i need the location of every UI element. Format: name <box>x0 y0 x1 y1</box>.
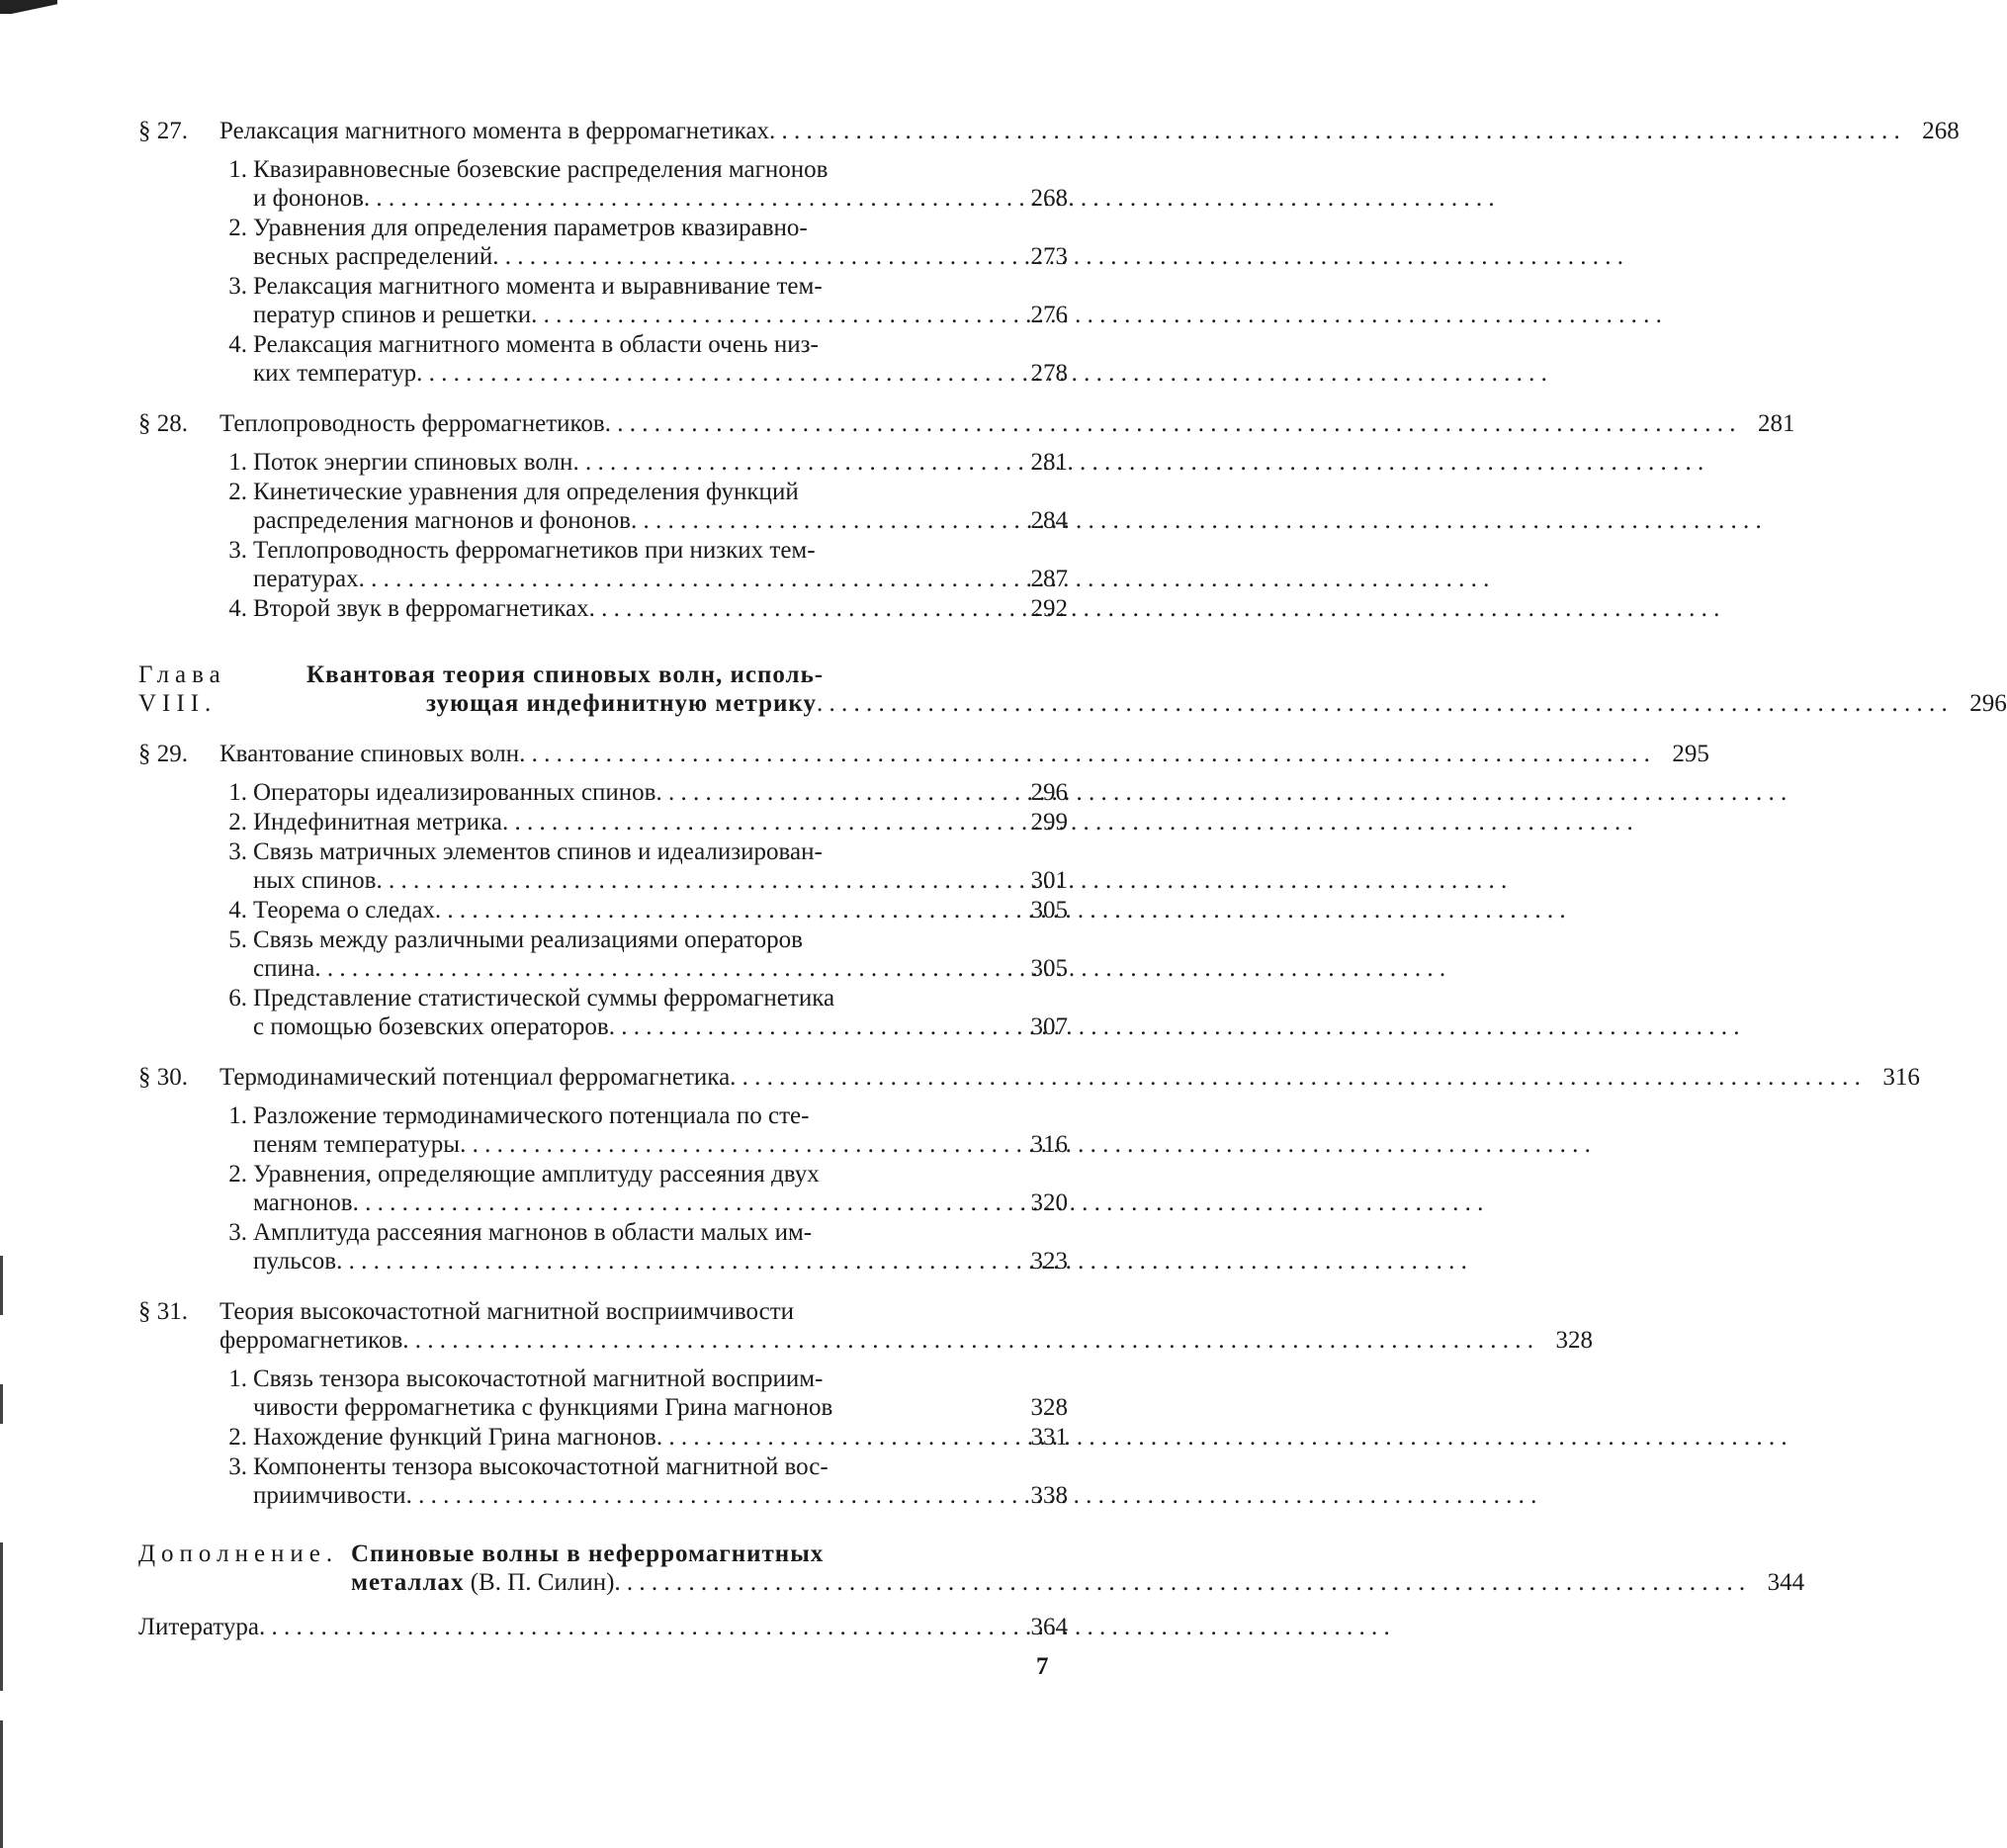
toc-literature <box>138 1613 1068 1641</box>
chapter-label: Глава VIII. <box>138 661 226 717</box>
toc-subsection: 6. Представление статистической суммы ферромагнетика с помощью бозевских операторов . . . 307 <box>219 984 1068 1041</box>
literature-label: Литература <box>138 1614 259 1640</box>
dot-leader <box>531 301 1008 329</box>
toc-subsection: 2. Уравнения для определения параметров квазиравно- весных распределений . . . 273 <box>219 214 1068 271</box>
dot-leader <box>376 866 1008 895</box>
section-number: § 27. <box>138 118 188 144</box>
toc-subsection: 2. Индефинитная метрика . . . 299 <box>219 808 1068 836</box>
page-number: 7 <box>1036 1653 1049 1680</box>
toc-subsection: 1. Разложение термодинамического потенциала по сте- пеням температуры . . . 316 <box>219 1101 1068 1159</box>
dot-leader <box>416 359 1008 388</box>
page-ref: 287 <box>1030 566 1068 592</box>
toc-subsection: 4. Теорема о следах . . . 305 <box>219 896 1068 924</box>
page-ref: 364 <box>1030 1614 1068 1640</box>
dot-leader <box>519 740 1650 768</box>
page-ref: 276 <box>1030 302 1068 328</box>
dot-leader <box>730 1063 1861 1092</box>
dot-leader <box>492 242 1008 271</box>
page-ref: 296 <box>1030 779 1068 806</box>
addendum-title: Спиновые волны в неферромагнитных <box>351 1540 825 1567</box>
dot-leader <box>817 689 1948 718</box>
toc-subsection: 3. Амплитуда рассеяния магнонов в области малых им- пульсов . . . 323 <box>219 1218 1068 1276</box>
dot-leader <box>402 1326 1533 1355</box>
section-number: § 28. <box>138 410 188 437</box>
page-ref: 295 <box>1672 741 1709 767</box>
dot-leader <box>259 1613 1008 1641</box>
scan-artifact-mark <box>0 0 57 14</box>
page-ref: 320 <box>1030 1189 1068 1216</box>
toc-subsection: 4. Второй звук в ферромагнетиках . . . 292 <box>219 594 1068 623</box>
toc-subsection: 1. Поток энергии спиновых волн . . . 281 <box>219 448 1068 477</box>
page-ref: 301 <box>1030 867 1068 894</box>
page-ref: 323 <box>1030 1248 1068 1275</box>
page-ref: 296 <box>1969 690 2007 717</box>
page-ref: 338 <box>1030 1482 1068 1509</box>
dot-leader <box>359 565 1008 593</box>
toc-subsection: 5. Связь между различными реализациями операторов спина . . . 305 <box>219 925 1068 983</box>
dot-leader <box>656 1423 1008 1452</box>
dot-leader <box>353 1188 1008 1217</box>
toc-subsection: 1. Связь тензора высокочастотной магнитной восприим- чивости ферромагнетика с функциями Грина магнонов 328 <box>228 1365 1068 1421</box>
dot-leader <box>589 594 1008 623</box>
toc-section-29 <box>138 740 1709 1041</box>
scan-edge-artifact <box>0 1384 3 1424</box>
page-ref: 273 <box>1030 243 1068 270</box>
dot-leader <box>572 448 1008 477</box>
page-ref: 305 <box>1030 897 1068 924</box>
dot-leader <box>314 954 1008 983</box>
dot-leader <box>769 117 1900 145</box>
dot-leader <box>460 1130 1008 1159</box>
toc-section-31 <box>138 1297 1594 1510</box>
page-ref: 307 <box>1030 1013 1068 1040</box>
section-title-cont: ферромагнетиков <box>219 1327 403 1354</box>
addendum-label: Дополнение. <box>138 1540 339 1567</box>
toc-subsection: 3. Релаксация магнитного момента и выравнивание тем- ператур спинов и решетки . . . 276 <box>219 272 1068 329</box>
toc-subsection: 3. Связь матричных элементов спинов и идеализирован- ных спинов . . . 301 <box>219 837 1068 895</box>
page-ref: 316 <box>1882 1064 1920 1091</box>
page-ref: 299 <box>1030 809 1068 836</box>
dot-leader <box>631 506 1008 535</box>
toc-subsection: 1. Квазиравновесные бозевские распределения магнонов и фононов . . . 268 <box>219 155 1068 213</box>
dot-leader <box>435 896 1008 924</box>
toc-subsection: 2. Кинетические уравнения для определения функций распределения магнонов и фононов . . . 284 <box>219 478 1068 535</box>
page-ref: 316 <box>1030 1131 1068 1158</box>
section-number: § 29. <box>138 741 188 767</box>
page-ref: 305 <box>1030 955 1068 982</box>
page-ref: 292 <box>1030 595 1068 622</box>
table-of-contents <box>138 117 2007 1641</box>
scan-edge-artifact <box>0 1542 3 1691</box>
addendum-author: (В. П. Силин) <box>470 1569 615 1596</box>
dot-leader <box>655 778 1008 807</box>
toc-subsection: 1. Операторы идеализированных спинов . . . 296 <box>219 778 1068 807</box>
page-ref: 281 <box>1757 410 1795 437</box>
toc-chapter-8 <box>138 660 2007 718</box>
dot-leader <box>614 1568 1745 1597</box>
scan-edge-artifact <box>0 1256 3 1315</box>
page-ref: 268 <box>1030 185 1068 212</box>
section-title: Термодинамический потенциал ферромагнетика <box>219 1064 731 1091</box>
toc-section-28 <box>138 409 1795 623</box>
section-title: Релаксация магнитного момента в ферромагнетиках <box>219 118 769 144</box>
page-ref: 344 <box>1767 1569 1805 1596</box>
section-title: Теплопроводность ферромагнетиков <box>219 410 605 437</box>
toc-addendum <box>138 1540 1805 1597</box>
chapter-title-cont: зующая индефинитную метрику <box>426 690 817 717</box>
toc-subsection: 4. Релаксация магнитного момента в области очень низ- ких температур . . . 278 <box>219 330 1068 388</box>
page-ref: 331 <box>1030 1424 1068 1451</box>
chapter-title: Квантовая теория спиновых волн, исполь- <box>306 661 825 688</box>
page-ref: 268 <box>1922 118 1960 144</box>
dot-leader <box>364 184 1008 213</box>
page-ref: 284 <box>1030 507 1068 534</box>
page-ref: 278 <box>1030 360 1068 387</box>
page-ref: 328 <box>1030 1394 1068 1421</box>
toc-subsection: 3. Теплопроводность ферромагнетиков при низких тем- пературах . . . 287 <box>219 536 1068 593</box>
toc-subsection: 2. Нахождение функций Грина магнонов . . . 331 <box>219 1423 1068 1452</box>
toc-subsection: 2. Уравнения, определяющие амплитуду рассеяния двух магнонов . . . 320 <box>219 1160 1068 1217</box>
section-number: § 30. <box>138 1064 188 1091</box>
page-ref: 328 <box>1555 1327 1594 1354</box>
section-title: Квантование спиновых волн <box>219 741 520 767</box>
dot-leader <box>502 808 1008 836</box>
toc-subsection: 3. Компоненты тензора высокочастотной магнитной вос- приимчивости . . . 338 <box>219 1452 1068 1510</box>
dot-leader <box>406 1481 1008 1510</box>
toc-section-27 <box>138 117 1960 388</box>
section-title: Теория высокочастотной магнитной восприимчивости <box>219 1298 795 1325</box>
scan-edge-artifact <box>0 1720 3 1848</box>
dot-leader <box>609 1012 1008 1041</box>
section-number: § 31. <box>138 1298 188 1325</box>
toc-section-30 <box>138 1063 1920 1276</box>
page-ref: 281 <box>1030 449 1068 476</box>
dot-leader <box>605 409 1736 438</box>
addendum-title-cont: металлах <box>351 1569 465 1596</box>
dot-leader <box>336 1247 1008 1276</box>
